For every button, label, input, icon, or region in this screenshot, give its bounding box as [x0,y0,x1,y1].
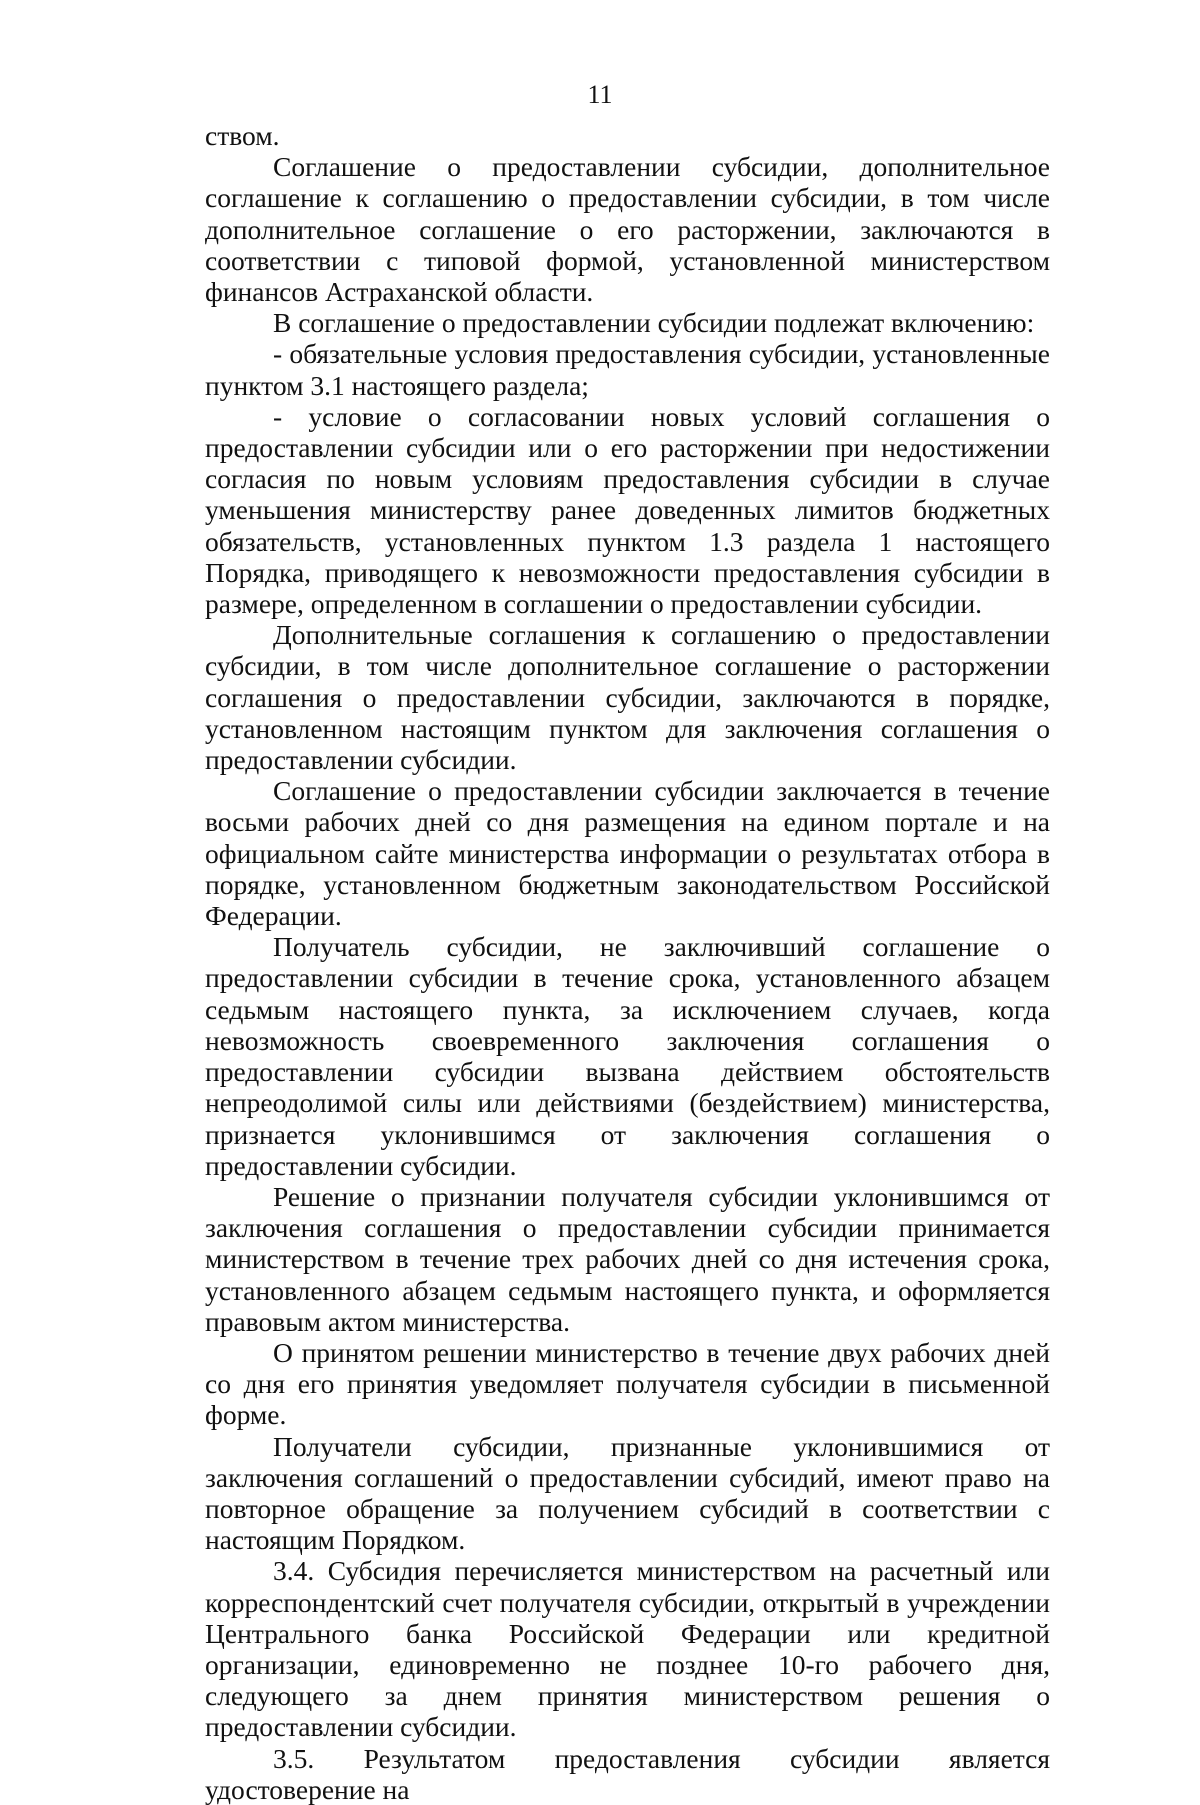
paragraph: О принятом решении министерство в течение двух рабочих дней со дня его принятия уведомляет получателя субсидии в письменной форме. [205,1336,1050,1431]
section-3-4-paragraph: 3.4. Субсидия перечисляется министерством на расчетный или корреспондентский счет получателя субсидии, открытый в учреждении Центрального банка Российской Федерации или кредитной организации, единовременно не позднее 10-го рабочего дня, следующего за днем принятия министерством решения о предоставлении субсидии. [205,1555,1050,1743]
paragraph: Соглашение о предоставлении субсидии заключается в течение восьми рабочих дней со дня размещения на едином портале и на официальном сайте министерства информации о результатах отбора в порядке, установленном бюджетным законодательством Российской Федерации. [205,775,1050,932]
list-item: - условие о согласовании новых условий соглашения о предоставлении субсидии или о его расторжении при недостижении согласия по новым условиям предоставления субсидии в случае уменьшения министерству ранее доведенных лимитов бюджетных обязательств, установленных пунктом 1.3 раздела 1 настоящего Порядка, приводящего к невозможности предоставления субсидии в размере, определенном в соглашении о предоставлении субсидии. [205,400,1050,620]
page-number: 11 [587,80,613,109]
paragraph: Решение о признании получателя субсидии уклонившимся от заключения соглашения о предоставлении субсидии принимается министерством в течение трех рабочих дней со дня истечения срока, установленного абзацем седьмым настоящего пункта, и оформляется правовым актом министерства. [205,1180,1050,1337]
paragraph: Получатель субсидии, не заключивший соглашение о предоставлении субсидии в течение срока, установленного абзацем седьмым настоящего пункта, за исключением случаев, когда невозможность своевременного заключения соглашения о предоставлении субсидии вызвана действием обстоятельств непреодолимой силы или действиями (бездействием) министерства, признается уклонившимся от заключения соглашения о предоставлении субсидии. [205,931,1050,1181]
paragraph: Дополнительные соглашения к соглашению о предоставлении субсидии, в том числе дополнительное соглашение о расторжении соглашения о предоставлении субсидии, заключаются в порядке, установленном настоящим пунктом для заключения соглашения о предоставлении субсидии. [205,619,1050,776]
paragraph: Получатели субсидии, признанные уклонившимися от заключения соглашений о предоставлении субсидий, имеют право на повторное обращение за получением субсидий в соответствии с настоящим Порядком. [205,1430,1050,1556]
paragraph-continuation: ством. [205,120,280,151]
paragraph: Соглашение о предоставлении субсидии, дополнительное соглашение к соглашению о предоставлении субсидии, в том числе дополнительное соглашение о его расторжении, заключаются в соответствии с типовой формой, установленной министерством финансов Астраханской области. [205,151,1050,308]
paragraph: В соглашение о предоставлении субсидии подлежат включению: [273,307,1035,339]
document-body [205,120,1050,1805]
list-item: - обязательные условия предоставления субсидии, установленные пунктом 3.1 настоящего раздела; [205,338,1050,401]
section-3-5-paragraph: 3.5. Результатом предоставления субсидии является удостоверение на [205,1742,1050,1805]
